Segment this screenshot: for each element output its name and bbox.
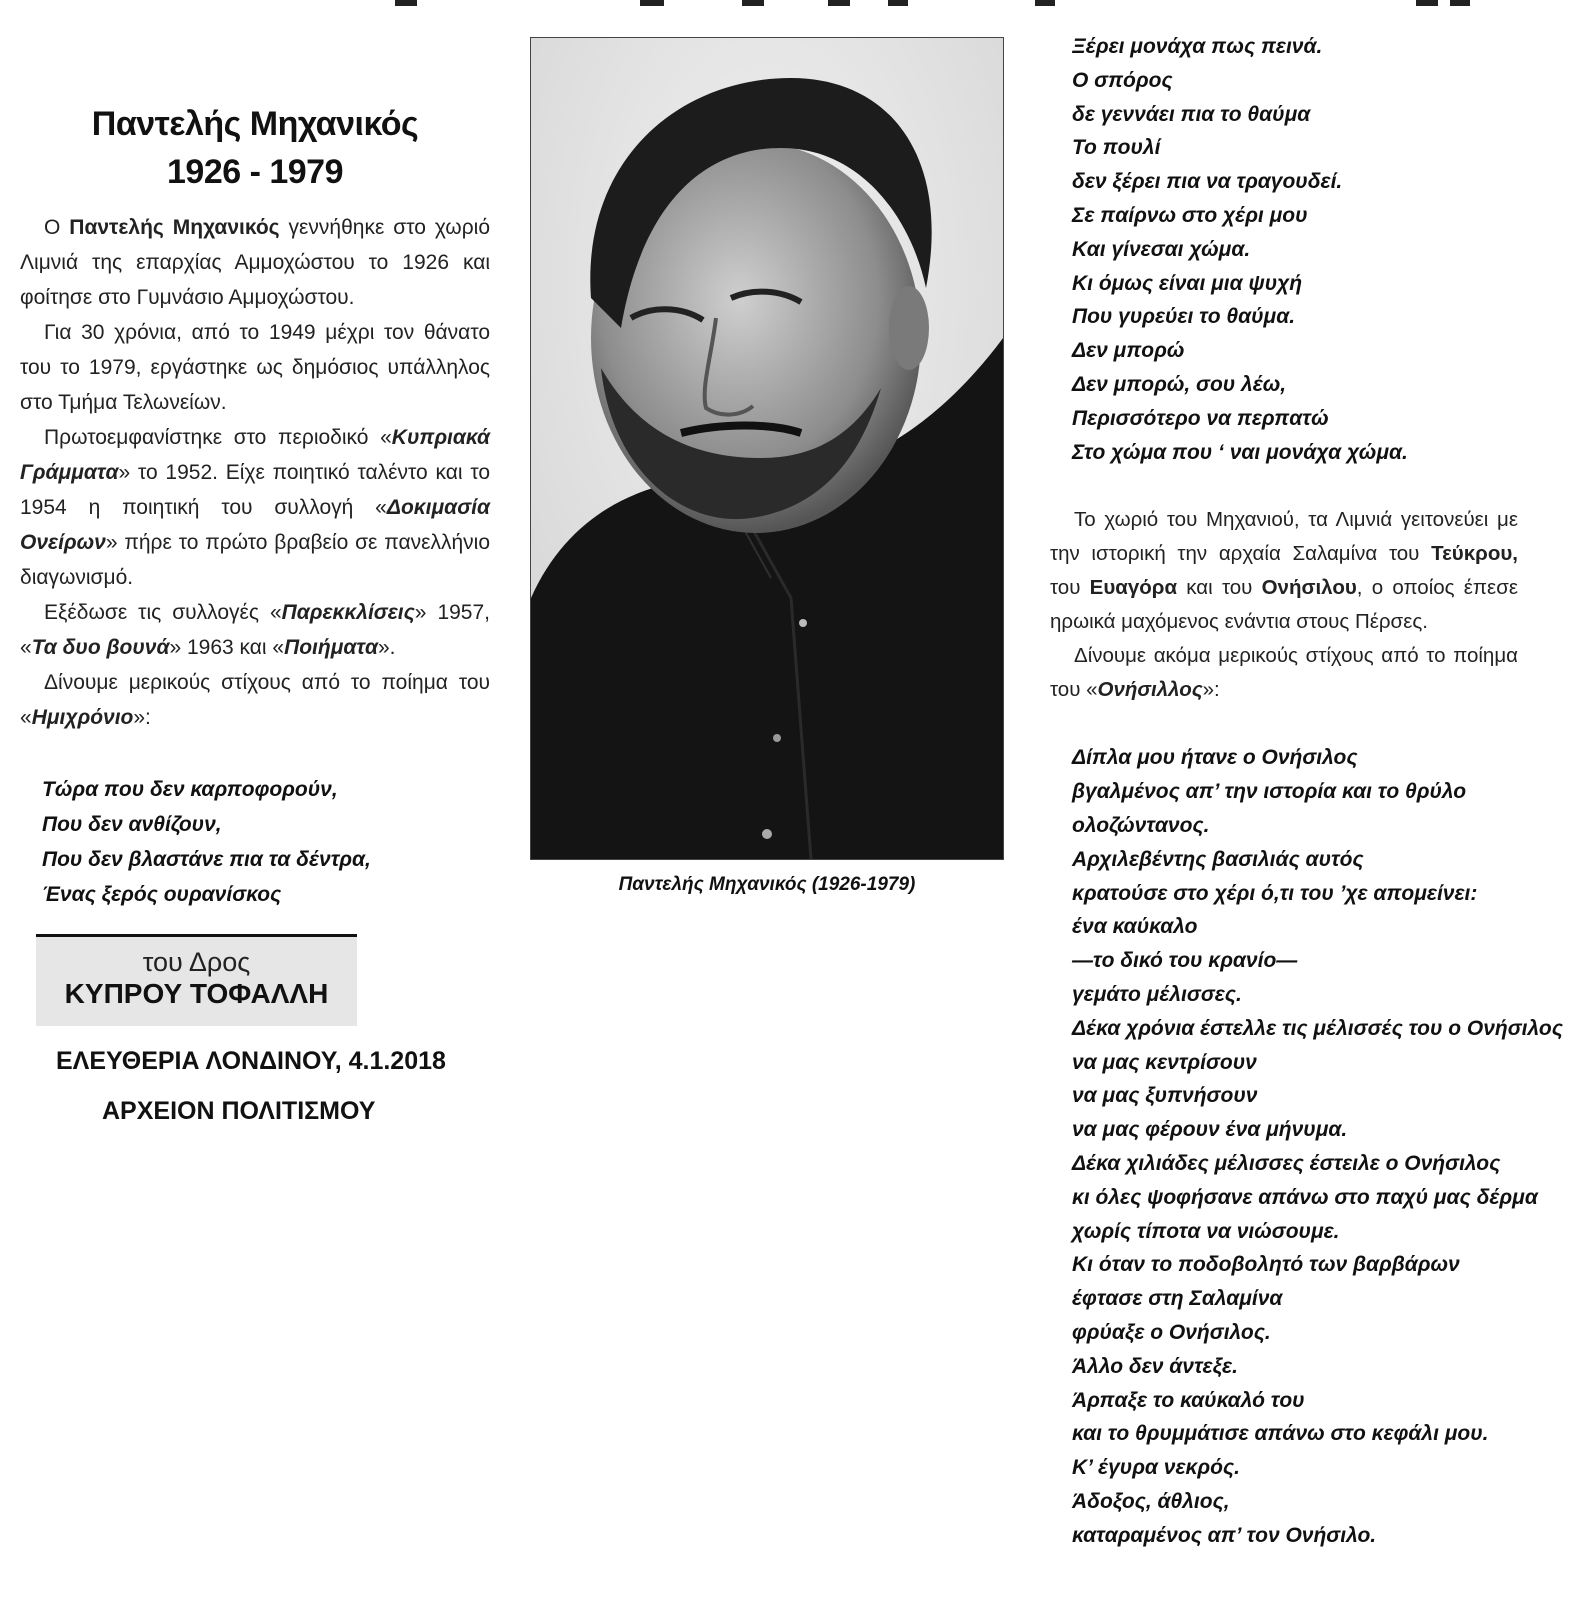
text-run: » πήρε το πρώτο βραβείο σε πανελλήνιο διαγωνισμό. (20, 531, 490, 589)
text-run: ». (377, 636, 396, 659)
article-headline (20, 100, 490, 196)
poem-excerpt-continued (1050, 30, 1518, 469)
verse-line: γεμάτο μέλισσες. (1072, 982, 1242, 1006)
verse-line: φρύαξε ο Ονήσιλος. (1072, 1320, 1271, 1344)
verse-line: Δέκα χρόνια έστελλε τις μέλισσές του ο Ονήσιλος (1072, 1016, 1563, 1040)
text-run: » το 1952. Είχε ποιητικό ταλέντο και το 1954 η ποιητική του συλλογή « (20, 461, 490, 519)
text-run: Τα δυο βουνά (31, 636, 170, 659)
verse-line: Άλλο δεν άντεξε. (1072, 1354, 1238, 1378)
source-publication: ΕΛΕΥΘΕΡΙΑ ΛΟΝΔΙΝΟΥ, 4.1.2018 (56, 1047, 446, 1075)
verse-line: Ξέρει μονάχα πως πεινά. (1072, 35, 1323, 58)
portrait-photo (530, 37, 1004, 860)
verse-line: Σε παίρνω στο χέρι μου (1072, 203, 1308, 227)
verse-line: Το πουλί (1072, 136, 1161, 160)
verse-line: Κ’ έγυρα νεκρός. (1072, 1456, 1240, 1480)
photo-caption: Παντελής Μηχανικός (1926-1979) (618, 874, 916, 895)
headline-name: Παντελής Μηχανικός (91, 105, 419, 143)
text-run: Ευαγόρα (1089, 576, 1178, 600)
text-run: και του (1177, 576, 1262, 600)
verse-line: καταραμένος απ’ τον Ονήσιλο. (1072, 1523, 1377, 1547)
verse-line: Κι όμως είναι μια ψυχή (1072, 271, 1303, 295)
byline-prefix: του Δρος (142, 947, 251, 977)
left-column (20, 100, 490, 912)
text-run: γεννήθηκε στο χωριό Λιμνιά της επαρχίας Αμμοχώστου το 1926 και φοίτησε στο Γυμνάσιο Αμμοχώστου. (20, 216, 490, 309)
text-run: Δίνουμε ακόμα μερικούς στίχους από το ποίημα του « (1050, 644, 1518, 702)
context-text (1050, 503, 1518, 707)
paragraph (20, 420, 490, 595)
verse-line: Περισσότερο να περπατώ (1072, 406, 1329, 430)
verse-line: κι όλες ψοφήσανε απάνω στο παχύ μας δέρμα (1072, 1185, 1538, 1209)
top-edge-rule (0, 0, 1576, 8)
verse-line: —το δικό του κρανίο— (1072, 949, 1298, 973)
text-run: » 1957, « (20, 601, 490, 659)
verse-line: Δεν μπορώ (1072, 339, 1185, 363)
text-run: Για 30 χρόνια, από το 1949 μέχρι τον θάνατο του το 1979, εργάστηκε ως δημόσιος υπάλληλος στο Τμήμα Τελωνείων. (20, 321, 490, 414)
text-run: Ονήσιλου (1261, 576, 1357, 600)
verse-line: ένα καύκαλο (1072, 915, 1198, 939)
poem-excerpt-imichronio (20, 772, 490, 912)
text-run: Πρωτοεμφανίστηκε στο περιοδικό « (44, 426, 392, 449)
text-run: του (1050, 576, 1090, 600)
verse-line: Κι όταν το ποδοβολητό των βαρβάρων (1072, 1253, 1460, 1277)
text-run: Ημιχρόνιο (31, 706, 134, 729)
headline-years: 1926 - 1979 (167, 153, 343, 191)
source-archive: ΑΡΧΕΙΟΝ ΠΟΛΙΤΙΣΜΟΥ (102, 1097, 376, 1125)
text-run: Δοκιμασία Ονείρων (20, 496, 490, 554)
verse-line: Που γυρεύει το θαύμα. (1072, 305, 1296, 329)
verse-line: Αρχιλεβέντης βασιλιάς αυτός (1072, 847, 1364, 871)
verse-line: Δέκα χιλιάδες μέλισσες έστειλε ο Ονήσιλος (1072, 1151, 1501, 1175)
text-run: Παντελής Μηχανικός (69, 216, 280, 239)
paragraph (20, 210, 490, 315)
text-run: »: (133, 706, 151, 729)
verse-line: Άρπαξε το καύκαλό του (1072, 1388, 1305, 1412)
verse-line: Ένας ξερός ουρανίσκος (42, 883, 282, 906)
paragraph (20, 315, 490, 420)
author-byline (36, 934, 357, 1026)
verse-line: να μας φέρουν ένα μήνυμα. (1072, 1118, 1348, 1142)
text-run: Δίνουμε μερικούς στίχους από το ποίημα του « (20, 671, 490, 729)
verse-line: να μας ξυπνήσουν (1072, 1084, 1258, 1108)
paragraph (20, 595, 490, 665)
verse-line: κρατούσε στο χέρι ό,τι του ’χε απομείνει: (1072, 881, 1478, 905)
verse-line: ολοζώντανος. (1072, 813, 1210, 837)
verse-line: Που δεν βλαστάνε πια τα δέντρα, (42, 848, 371, 871)
verse-line: και το θρυμμάτισε απάνω στο κεφάλι μου. (1072, 1422, 1489, 1446)
text-run: » 1963 και « (169, 636, 285, 659)
text-run: Εξέδωσε τις συλλογές « (44, 601, 282, 624)
verse-line: έφτασε στη Σαλαμίνα (1072, 1287, 1283, 1311)
verse-line: δε γεννάει πια το θαύμα (1072, 102, 1311, 126)
right-column (1050, 30, 1563, 1552)
text-run: Τεύκρου, (1431, 542, 1518, 566)
text-run: Ποιήματα (284, 636, 378, 659)
verse-line: Τώρα που δεν καρποφορούν, (42, 778, 338, 801)
poem-excerpt-onisilos (1050, 741, 1563, 1552)
verse-line: Που δεν ανθίζουν, (42, 813, 222, 836)
paragraph (20, 665, 490, 735)
paragraph (1050, 503, 1518, 639)
verse-line: Δεν μπορώ, σου λέω, (1072, 372, 1287, 396)
verse-line: Ο σπόρος (1072, 68, 1173, 92)
verse-line: δεν ξέρει πια να τραγουδεί. (1072, 170, 1343, 194)
portrait-illustration (531, 38, 1003, 859)
verse-line: να μας κεντρίσουν (1072, 1050, 1257, 1074)
text-run: Ονήσιλλος (1097, 678, 1203, 702)
paragraph (1050, 639, 1518, 707)
verse-line: Και γίνεσαι χώμα. (1072, 237, 1251, 261)
verse-line: βγαλμένος απ’ την ιστορία και το θρύλο (1072, 780, 1467, 804)
biography-text (20, 210, 490, 735)
verse-line: Στο χώμα που ‘ ναι μονάχα χώμα. (1072, 440, 1408, 464)
text-run: »: (1202, 678, 1220, 702)
text-run: , ο οποίος έπεσε ηρωικά μαχόμενος ενάντια στους Πέρσες. (1050, 576, 1518, 634)
verse-line: χωρίς τίποτα να νιώσουμε. (1072, 1219, 1340, 1243)
text-run: Ο (44, 216, 70, 239)
text-run: Το χωριό του Μηχανιού, τα Λιμνιά γειτονεύει με την ιστορική την αρχαία Σαλαμίνα του (1050, 508, 1518, 566)
verse-line: Άδοξος, άθλιος, (1072, 1489, 1230, 1513)
byline-author-name: ΚΥΠΡΟΥ ΤΟΦΑΛΛΗ (64, 978, 329, 1009)
verse-line: Δίπλα μου ήτανε ο Ονήσιλος (1072, 746, 1358, 770)
text-run: Παρεκκλίσεις (281, 601, 415, 624)
text-run: Κυπριακά Γράμματα (20, 426, 490, 484)
